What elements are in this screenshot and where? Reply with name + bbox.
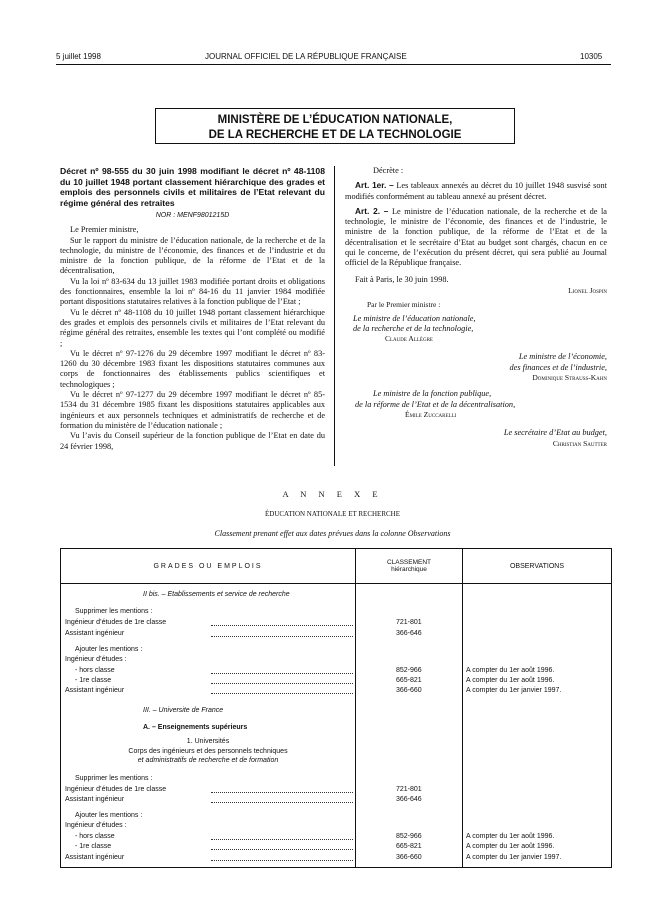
paragraph: Vu la loi nº 83-634 du 13 juillet 1983 modifiée portant droits et obligations des fonctionnaires, ensemble la loi nº 84-16 du 11 janvier 1984 modifiée portant dispositions statutaires relatives à la fonction publique de l’Etat ;: [60, 276, 325, 307]
table-row-label: Assistant ingénieur: [65, 687, 125, 694]
table-row-label: II bis. – Etablissements et service de recherche: [143, 591, 290, 598]
dot-leader: [211, 693, 353, 694]
paragraph: Vu le décret nº 48-1108 du 10 juillet 1948 portant classement hiérarchique des grades et emplois des personnels civils et militaires de l’Etat relevant du régime général des retraites, ensemble les textes qui l’ont complété ou modifié ;: [60, 307, 325, 348]
table-row-label: Assistant ingénieur: [65, 796, 125, 803]
table-row-label: Ingénieur d’études de 1re classe: [65, 786, 167, 793]
minister-education-title: [345, 314, 607, 335]
nor-reference: NOR : MENF9801215D: [155, 212, 230, 219]
table-cell-classement: 721-801: [396, 786, 422, 793]
table-row-label: A. – Enseignements supérieurs: [143, 724, 248, 731]
ministry-title-box: [155, 108, 515, 144]
paragraph: Vu le décret nº 97-1277 du 29 décembre 1997 modifiant le décret nº 85-1534 du 31 décembre 1985 fixant les dispositions statutaires applicables aux ingénieurs et aux personnels techniques et administratifs de recherche et de formation du ministère de l’éducation nationale ;: [60, 390, 325, 430]
article-2: [345, 206, 607, 269]
table-cell-observation: A compter du 1er août 1996.: [466, 833, 555, 840]
minister-economy-line-2: des finances et de l’industrie,: [509, 362, 607, 372]
dot-leader: [211, 849, 353, 850]
minister-education-line-2: de la recherche et de la technologie,: [353, 323, 474, 333]
article-2-label: Art. 2. –: [355, 205, 389, 216]
table-cell-observation: A compter du 1er août 1996.: [466, 667, 555, 674]
annex-subtitle: ÉDUCATION NATIONALE ET RECHERCHE: [265, 510, 400, 518]
header-page-number: 10305: [580, 52, 603, 61]
table-row-label: Assistant ingénieur: [65, 854, 125, 861]
signature-date: Fait à Paris, le 30 juin 1998.: [355, 274, 449, 284]
annex-table: [60, 548, 612, 868]
header-grades: GRADES OU EMPLOIS: [153, 562, 263, 570]
minister-public-service-line-1: Le ministre de la fonction publique,: [373, 389, 492, 399]
table-cell-classement: 852-966: [396, 667, 422, 674]
minister-public-service-title: [345, 389, 607, 410]
signature-economy: Dominique Strauss-Kahn: [532, 373, 607, 383]
signature-budget: Christian Sautter: [552, 438, 607, 448]
table-row-label: et administratifs de recherche et de formation: [137, 757, 279, 764]
header-classement-line-2: hiérarchique: [391, 566, 427, 573]
table-row-label: - hors classe: [75, 667, 115, 674]
table-row-label: Ingénieur d’études :: [65, 656, 127, 663]
dot-leader: [211, 839, 353, 840]
header-observations: OBSERVATIONS: [509, 562, 565, 570]
dot-leader: [211, 860, 353, 861]
annex-title: A N N E X E: [282, 489, 383, 499]
table-row-label: Corps des ingénieurs et des personnels techniques: [128, 748, 288, 755]
minister-economy-title: [345, 352, 607, 373]
table-row-label: Assistant ingénieur: [65, 630, 125, 637]
dot-leader: [211, 636, 353, 637]
par-le-premier-ministre: Par le Premier ministre :: [367, 300, 441, 310]
table-cell-observation: A compter du 1er janvier 1997.: [466, 854, 562, 861]
signature-education: Claude Allègre: [385, 334, 433, 344]
table-row-label: Ajouter les mentions :: [75, 646, 143, 653]
decree-left-column: [60, 166, 325, 452]
decree-title: Décret nº 98-555 du 30 juin 1998 modifiant le décret nº 48-1108 du 10 juillet 1948 portant classement hiérarchique des grades et emplois des personnels civils et militaires de l’Etat relevant du régime général des retraites: [60, 166, 325, 208]
table-cell-classement: 665-821: [396, 843, 422, 850]
ministry-line-2: DE LA RECHERCHE ET DE LA TECHNOLOGIE: [208, 129, 462, 141]
table-cell-classement: 366-646: [396, 796, 422, 803]
table-column-divider: [462, 549, 463, 867]
table-cell-observation: A compter du 1er janvier 1997.: [466, 687, 562, 694]
signature-prime-minister: Lionel Jospin: [568, 285, 607, 295]
header-rule: [56, 64, 611, 65]
table-row-label: - 1re classe: [75, 843, 112, 850]
column-divider: [334, 166, 335, 466]
article-1-text: Les tableaux annexés au décret du 10 juillet 1948 susvisé sont modifiés conformément au tableau annexé au présent décret.: [345, 181, 607, 201]
table-row-label: Supprimer les mentions :: [75, 775, 153, 782]
decrete-label: Décrète :: [373, 166, 404, 175]
minister-public-service-line-2: de la réforme de l’Etat et de la décentralisation,: [355, 399, 516, 409]
table-cell-classement: 366-660: [396, 854, 422, 861]
header-classement: [356, 549, 462, 583]
table-row-label: Ingénieur d’études :: [65, 822, 127, 829]
ministry-line-1: MINISTÈRE DE L’ÉDUCATION NATIONALE,: [217, 114, 453, 126]
article-1-label: Art. 1er. –: [355, 180, 394, 191]
decree-right-column: [345, 166, 607, 449]
annex-caption: Classement prenant effet aux dates prévues dans la colonne Observations: [214, 529, 451, 538]
header-journal: JOURNAL OFFICIEL DE LA RÉPUBLIQUE FRANÇAISE: [205, 52, 407, 61]
paragraph: Le Premier ministre,: [70, 225, 139, 235]
article-1: [345, 180, 607, 202]
table-cell-observation: A compter du 1er août 1996.: [466, 843, 555, 850]
paragraph: Vu l’avis du Conseil supérieur de la fonction publique de l’Etat en date du 24 février 1998,: [60, 431, 325, 451]
dot-leader: [211, 802, 353, 803]
minister-economy-line-1: Le ministre de l’économie,: [518, 352, 607, 362]
table-cell-classement: 366-646: [396, 630, 422, 637]
table-row-label: 1. Universités: [186, 738, 230, 745]
dot-leader: [211, 673, 353, 674]
dot-leader: [211, 683, 353, 684]
header-date: 5 juillet 1998: [56, 52, 101, 61]
article-2-text: Le ministre de l’éducation nationale, de la recherche et de la technologie, le ministre de l’économie, des finances et de l’industrie, le ministre de la fonction publique, de la réforme de l’Etat et de la décentralisation et le secrétaire d’Etat au budget sont chargés, chacun en ce qui le concerne, de l’exécution du présent décret, qui sera publié au Journal officiel de la République française.: [345, 206, 607, 268]
table-row-label: Supprimer les mentions :: [75, 608, 153, 615]
table-cell-classement: 852-966: [396, 833, 422, 840]
table-cell-classement: 366-660: [396, 687, 422, 694]
minister-education-line-1: Le ministre de l’éducation nationale,: [353, 313, 476, 323]
table-cell-classement: 665-821: [396, 677, 422, 684]
table-header-rule: [61, 583, 611, 584]
dot-leader: [211, 792, 353, 793]
table-row-label: Ingénieur d’études de 1re classe: [65, 619, 167, 626]
paragraph: Sur le rapport du ministre de l’éducation nationale, de la recherche et de la technologie, du ministre de l’économie, des finances et de l’industrie et du ministre de la fonction publique, de la réforme de l’Etat et de la décentralisation,: [60, 235, 325, 276]
paragraph: Vu le décret nº 97-1276 du 29 décembre 1997 modifiant le décret nº 83-1260 du 30 décembre 1983 fixant les dispositions statutaires communes aux corps de fonctionnaires des établissements publics scientifiques et technologiques ;: [60, 348, 325, 389]
table-cell-classement: 721-801: [396, 619, 422, 626]
signature-public-service: Émile Zuccarelli: [405, 409, 457, 419]
table-row-label: - 1re classe: [75, 677, 112, 684]
table-column-divider: [355, 549, 356, 867]
table-row-label: III. – Universite de France: [143, 707, 224, 714]
header-classement-line-1: CLASSEMENT: [386, 559, 432, 566]
secretary-budget-title: Le secrétaire d’Etat au budget,: [503, 428, 607, 438]
table-cell-observation: A compter du 1er août 1996.: [466, 677, 555, 684]
dot-leader: [211, 625, 353, 626]
table-row-label: Ajouter les mentions :: [75, 812, 143, 819]
table-row-label: - hors classe: [75, 833, 115, 840]
